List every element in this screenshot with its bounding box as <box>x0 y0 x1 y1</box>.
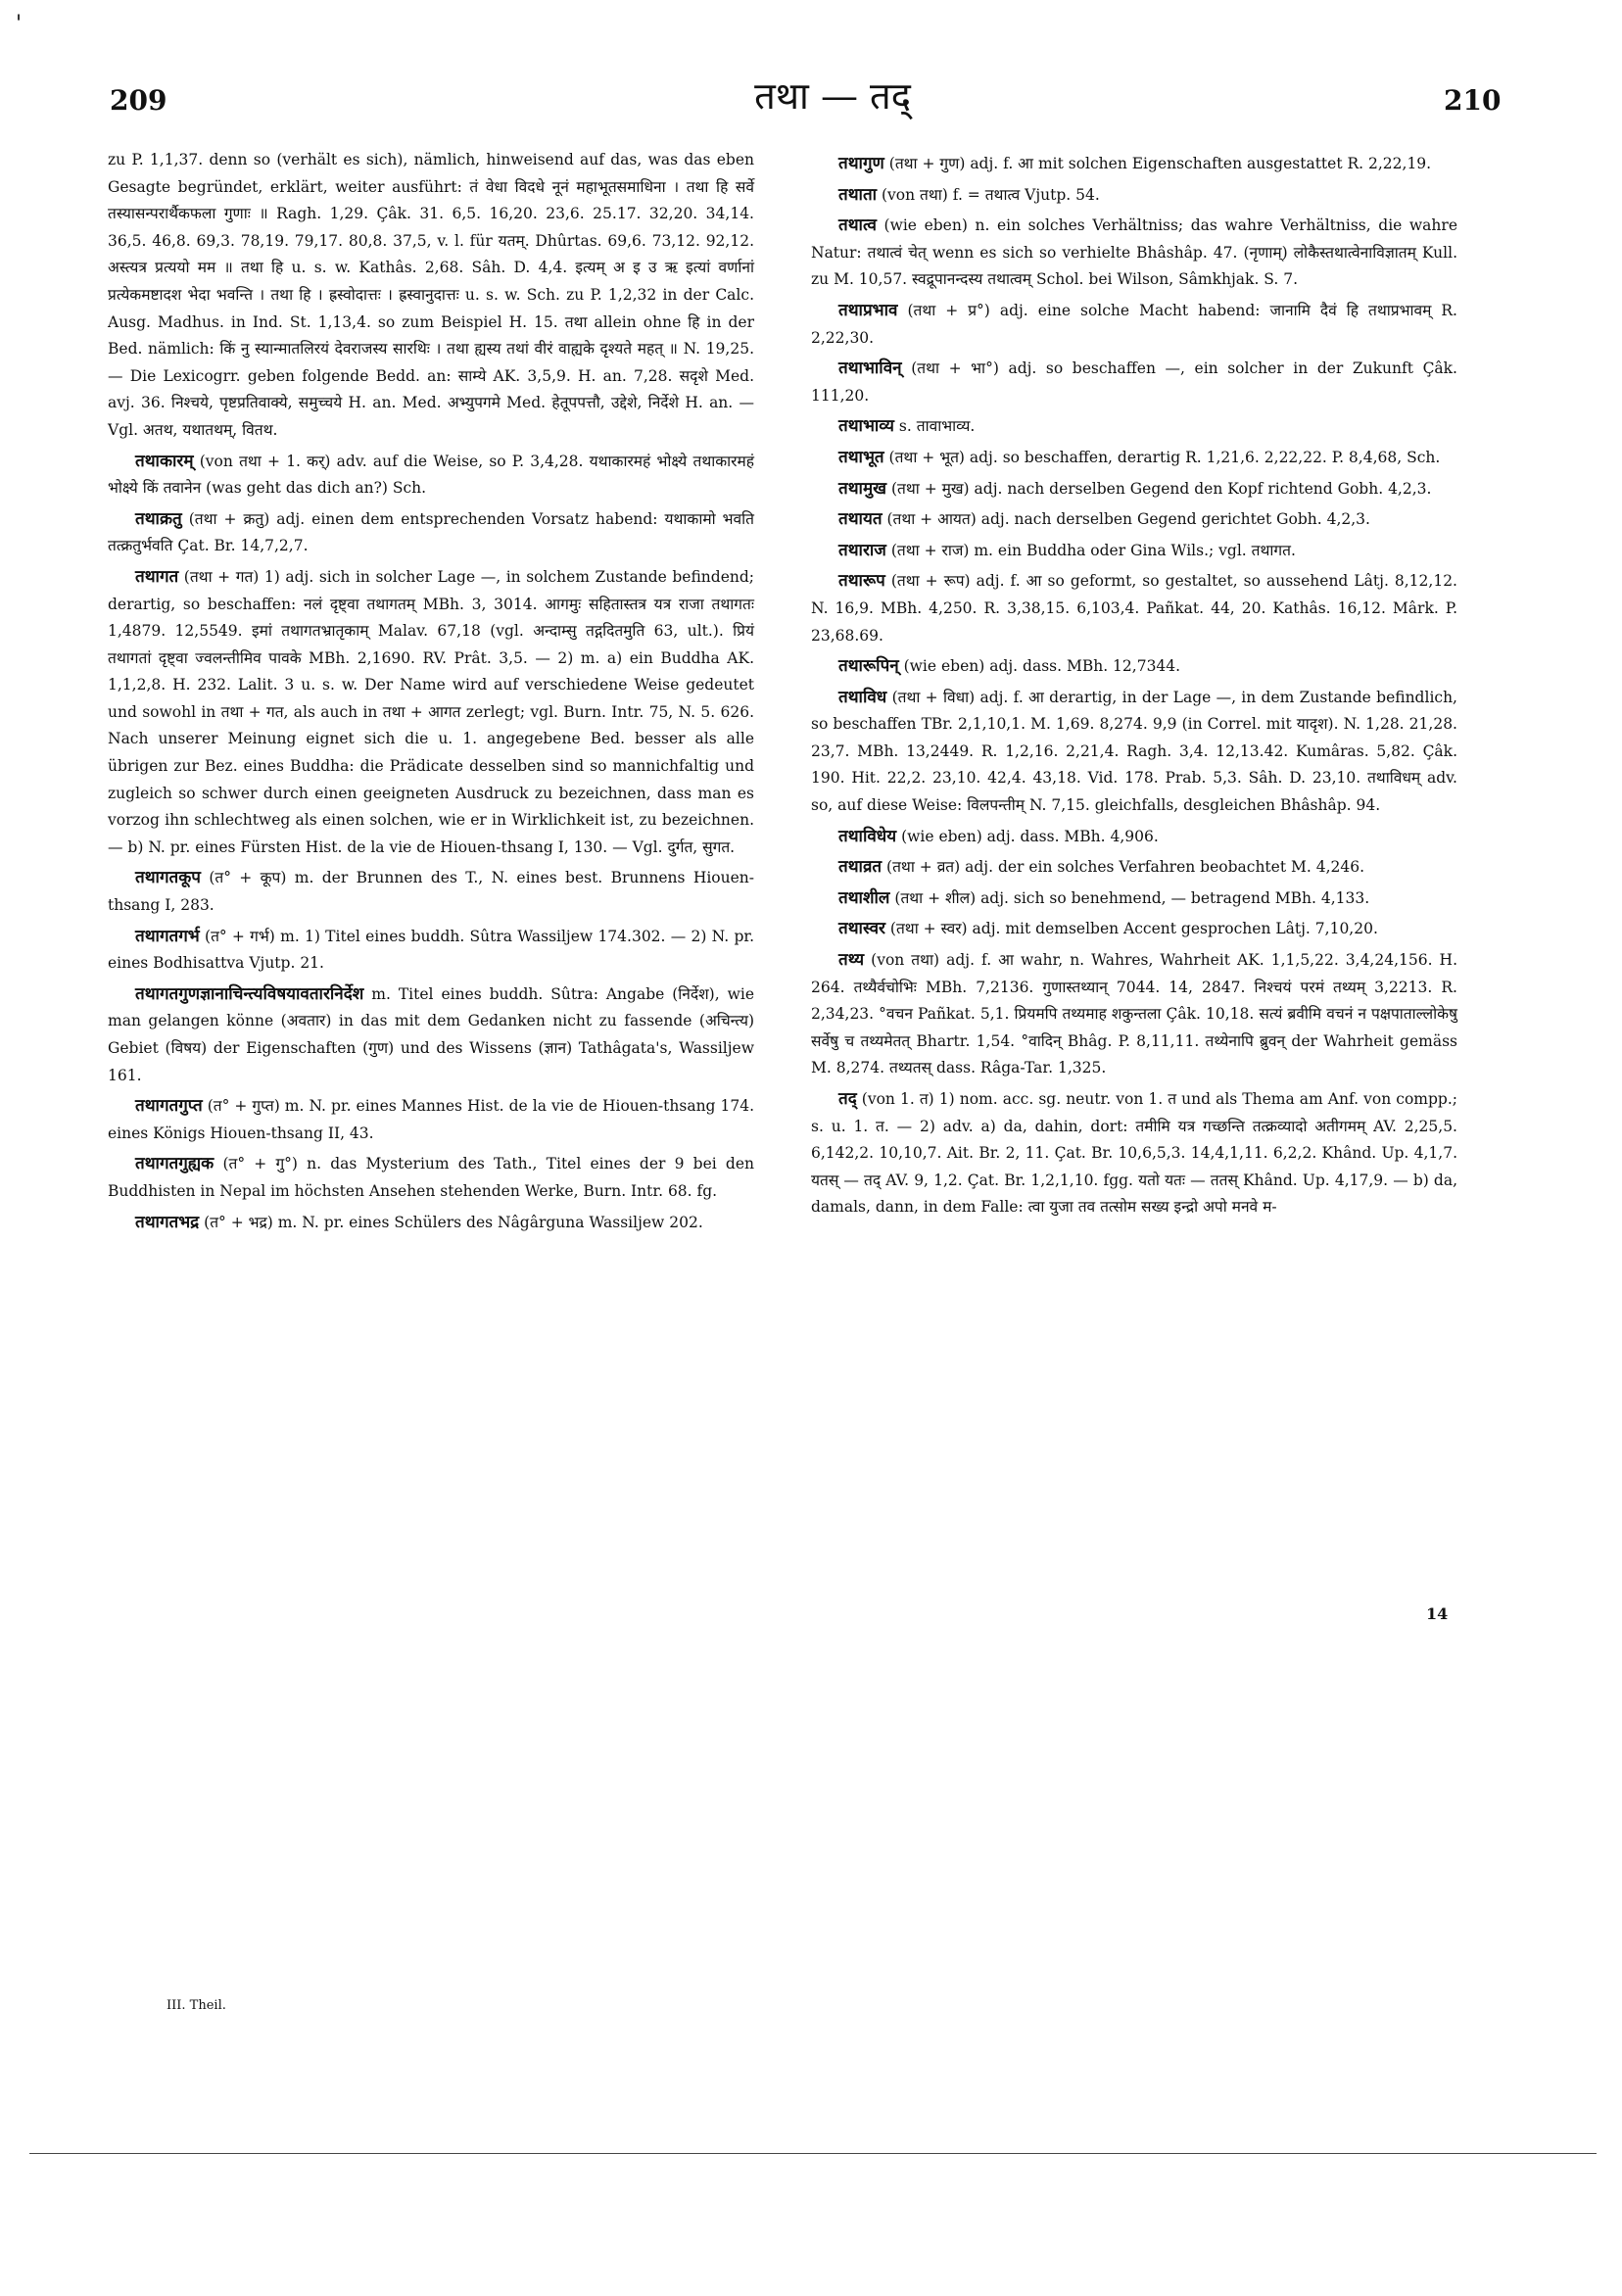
entry-headword: तथागुण <box>838 154 884 173</box>
entry-text: (तथा + शील) adj. sich so benehmend, — betragend MBh. 4,133. <box>894 888 1370 907</box>
entry-text: (तथा + रूप) adj. f. आ so geformt, so gestaltet, so aussehend Lâtj. 8,12,12. N. 16,9. MBh. 4,250. R. 3,38,15. 6,103,4. Pañkat. 44, 20. Kathâs. 16,12. Mârk. P. 23,68.69. <box>811 572 1457 645</box>
entry-headword: तथाभाविन् <box>838 359 902 379</box>
entry-text: (त° + भद्र) m. N. pr. eines Schülers des Nâgârguna Wassiljew 202. <box>204 1213 703 1231</box>
entry-text: (त° + गु°) n. das Mysterium des Tath., Titel eines der 9 bei den Buddhisten in Nepal im höchsten Ansehen stehenden Werke, Burn. Intr. 68. fg. <box>108 1155 754 1200</box>
dictionary-entry <box>811 506 1457 534</box>
dictionary-entry <box>108 1210 754 1237</box>
entry-text: (तथा + भा°) adj. so beschaffen —, ein solcher in der Zukunft Çâk. 111,20. <box>811 359 1457 405</box>
entry-headword: तथारूप <box>838 571 885 592</box>
entry-text: (तथा + क्रतु) adj. einen dem entsprechenden Vorsatz habend: यथाकामो भवति तत्क्रतुर्भवति Çat. Br. 14,7,2,7. <box>108 509 754 555</box>
entry-headword: तद् <box>838 1089 857 1109</box>
dictionary-entry <box>811 947 1457 1082</box>
dictionary-entry <box>108 1151 754 1205</box>
volume-footer: III. Theil. <box>167 1998 226 2013</box>
entry-headword: तथ्य <box>838 950 865 971</box>
entry-headword: तथाक्रतु <box>135 508 182 529</box>
entry-headword: तथात्व <box>838 215 877 236</box>
signature-mark: 14 <box>1426 1604 1449 1623</box>
entry-text: (तथा + स्वर) adj. mit demselben Accent gesprochen Lâtj. 7,10,20. <box>889 920 1378 938</box>
entry-text: (von तथा) adj. f. आ wahr, n. Wahres, Wahrheit AK. 1,1,5,22. 3,4,24,156. H. 264. तथ्यैर्वचोभिः MBh. 7,2136. गुणास्तथ्यान् 7044. 14, 2847. निश्चयं परमं तथ्यम् 3,2213. R. 2,34,23. °वचन Pañkat. 5,1. प्रियमपि तथ्यमाह शकुन्तला Çâk. 10,18. सत्यं ब्रवीमि वचनं न पक्षपाताल्लोकेषु सर्वेषु च तथ्यमेतत् Bhartr. 1,54. °वादिन् Bhâg. P. 8,11,11. तथ्येनापि ब्रुवन् der Wahrheit gemäss M. 8,274. तथ्यतस् dass. Râga-Tar. 1,325. <box>811 951 1457 1077</box>
entry-headword: तथामुख <box>838 478 887 499</box>
entry-text: m. Titel eines buddh. Sûtra: Angabe (निर्देश), wie man gelangen könne (अवतार) in das mit dem Gedanken nicht zu fassende (अचिन्त्य) Gebiet (विषय) der Eigenschaften (गुण) und des Wissens (ज्ञान) Tathâgata's, Wassiljew 161. <box>108 984 754 1084</box>
dictionary-entry <box>108 924 754 978</box>
entry-headword: तथागतगर्भ <box>135 926 200 946</box>
entry-headword: तथागतभद्र <box>135 1212 200 1232</box>
entry-text: (तथा + भूत) adj. so beschaffen, derartig R. 1,21,6. 2,22,22. P. 8,4,68, Sch. <box>888 448 1441 466</box>
entry-text: (त° + गर्भ) m. 1) Titel eines buddh. Sûtra Wassiljew 174.302. — 2) N. pr. eines Bodhisattva Vjutp. 21. <box>108 927 755 973</box>
dictionary-entry <box>811 824 1457 851</box>
dictionary-entry <box>108 981 754 1089</box>
dictionary-entry <box>811 298 1457 352</box>
entry-text: (तथा + गुण) adj. f. आ mit solchen Eigenschaften ausgestattet R. 2,22,19. <box>888 155 1432 172</box>
right-column <box>811 147 1457 1221</box>
dictionary-entry <box>108 449 754 502</box>
entry-text: (wie eben) n. ein solches Verhältniss; das wahre Verhältniss, die wahre Natur: तथात्वं चेत् wenn es sich so verhielte Bhâshâp. 47. (नृणाम्) लोकैस्तथात्वेनाविज्ञातम् Kull. zu M. 10,57. स्वद्रूपानन्दस्य तथात्वम् Schol. bei Wilson, Sâmkhjak. S. 7. <box>811 216 1457 289</box>
entry-text: zu P. 1,1,37. denn so (verhält es sich), nämlich, hinweisend auf das, was das eben Gesagte begründet, erklärt, weiter ausführt: तं वेधा विदधे नूनं महाभूतसमाधिना । तथा हि सर्वे तस्यासन्परार्थैकफला गुणाः ॥ Ragh. 1,29. Çâk. 31. 6,5. 16,20. 23,6. 25.17. 32,20. 34,14. 36,5. 46,8. 69,3. 78,19. 79,17. 80,8. 37,5, v. l. für यतम्. Dhûrtas. 69,6. 73,12. 92,12. अस्त्यत्र प्रत्ययो मम ॥ तथा हि u. s. w. Kathâs. 2,68. Sâh. D. 4,4. इत्यम् अ इ उ ऋ इत्यां वर्णानां प्रत्येकमष्टादश भेदा भवन्ति । तथा हि । ह्रस्वोदात्तः । ह्रस्वानुदात्तः u. s. w. Sch. zu P. 1,2,32 in der Calc. Ausg. Madhus. in Ind. St. 1,13,4. so zum Beispiel H. 15. तथा allein ohne हि in der Bed. nämlich: किं नु स्यान्मातलिरयं देवराजस्य सारथिः । तथा ह्यस्य तथां वीरं वाह्यके दृश्यते महत् ॥ N. 19,25. — Die Lexicogrr. geben folgende Bedd. an: साम्ये AK. 3,5,9. H. an. 7,28. सदृशे Med. avj. 36. निश्चये, पृष्टप्रतिवाक्ये, समुच्चये H. an. Med. अभ्युपगमे Med. हेतूपपत्तौ, उद्देशे, निर्देशे H. an. — Vgl. अतथ, यथातथम्, वितथ. <box>108 151 754 439</box>
dictionary-entry <box>811 445 1457 472</box>
entry-text: s. तावाभाव्य. <box>898 417 976 436</box>
entry-headword: तथाविध <box>838 687 887 707</box>
entry-text: (von तथा + 1. कर्) adv. auf die Weise, so P. 3,4,28. यथाकारमहं भोक्ष्ये तथाकारमहं भोक्ष्ये किं तवानेन (was geht das dich an?) Sch. <box>108 452 754 498</box>
dictionary-entry <box>811 568 1457 649</box>
dictionary-entry <box>108 564 754 862</box>
dictionary-entry <box>811 476 1457 503</box>
dictionary-entry <box>811 685 1457 820</box>
entry-text: (तथा + गत) 1) adj. sich in solcher Lage —, in solchem Zustande befindend; derartig, so beschaffen: नलं दृष्ट्वा तथागतम् MBh. 3, 3014. आगमुः सहितास्तत्र यत्र राजा तथागतः 1,4879. 12,5549. इमां तथागतभ्रातृकाम् Malav. 67,18 (vgl. अन्दाम्सु तद्गदितमुति 63, ult.). प्रियं तथागतां दृष्ट्वा ज्वलन्तीमिव पावके MBh. 2,1690. RV. Prât. 3,5. — 2) m. a) ein Buddha AK. 1,1,2,8. H. 232. Lalit. 3 u. s. w. Der Name wird auf verschiedene Weise gedeutet und sowohl in तथा + गत, als auch in तथा + आगत zerlegt; vgl. Burn. Intr. 75, N. 5. 626. Nach unserer Meinung eignet sich die u. 1. angegebene Bed. besser als alle übrigen zur Bez. eines Buddha: die Prädicate desselben sind so mannichfaltig und zugleich so schwer durch einen geeigneten Ausdruck zu bezeichnen, dass man es vorzog ihn schlechtweg als einen solchen, wie er in Wirklichkeit ist, zu bezeichnen. — b) N. pr. eines Fürsten Hist. de la vie de Hiouen-thsang I, 130. — Vgl. दुर्गत, सुगत. <box>108 567 754 856</box>
entry-headword: तथागतगुणज्ञानाचिन्त्यविषयावतारनिर्देश <box>135 983 364 1004</box>
entry-text: (wie eben) adj. dass. MBh. 12,7344. <box>903 657 1181 676</box>
entry-text: (त° + कूप) m. der Brunnen des T., N. eines best. Brunnens Hiouen-thsang I, 283. <box>108 869 754 915</box>
dictionary-entry <box>811 653 1457 681</box>
entry-headword: तथाविधेय <box>838 826 897 846</box>
entry-headword: तथाभाव्य <box>838 416 894 437</box>
entry-text: (तथा + मुख) adj. nach derselben Gegend den Kopf richtend Gobh. 4,2,3. <box>890 479 1432 498</box>
entry-text: (तथा + आयत) adj. nach derselben Gegend gerichtet Gobh. 4,2,3. <box>886 510 1370 529</box>
entry-headword: तथागतगुप्त <box>135 1096 203 1117</box>
dictionary-entry <box>811 213 1457 294</box>
entry-text: (von 1. त) 1) nom. acc. sg. neutr. von 1. त und als Thema am Anf. von compp.; s. u. 1. त. — 2) adv. a) da, dahin, dort: तमीमि यत्र गच्छन्ति तत्क्रव्यादो अतीगमम् AV. 2,25,5. 6,142,2. 10,10,7. Ait. Br. 2, 11. Çat. Br. 10,6,5,3. 14,4,1,11. 6,2,2. Khând. Up. 4,1,7. यतस् — तद् AV. 9, 1,2. Çat. Br. 1,2,1,10. fgg. यतो यतः — ततस् Khând. Up. 4,17,9. — b) da, damals, dann, in dem Falle: त्वा युजा तव तत्सोम सख्य इन्द्रो अपो मनवे म- <box>811 1090 1457 1217</box>
dictionary-entry <box>811 916 1457 943</box>
right-page-number: 210 <box>1444 84 1502 117</box>
dictionary-entry <box>811 356 1457 409</box>
entry-headword: तथागतकूप <box>135 868 201 888</box>
dictionary-entry <box>811 538 1457 565</box>
entry-headword: तथाशील <box>838 887 890 908</box>
running-header: तथा — तद् <box>754 74 911 118</box>
entry-text: (wie eben) adj. dass. MBh. 4,906. <box>901 827 1159 845</box>
dictionary-entry <box>811 885 1457 913</box>
entry-headword: तथास्वर <box>838 919 885 939</box>
entry-text: (तथा + विधा) adj. f. आ derartig, in der Lage —, in dem Zustande befindlich, so beschaffen TBr. 2,1,10,1. M. 1,69. 8,274. 9,9 (in Correl. mit यादृश). N. 1,28. 21,28. 23,7. MBh. 13,2449. R. 1,2,16. 2,21,4. Ragh. 3,4. 12,13.42. Kumâras. 5,82. Çâk. 190. Hit. 22,2. 23,10. 42,4. 43,18. Vid. 178. Prab. 5,3. Sâh. D. 23,10. तथाविधम् adv. so, auf diese Weise: विलपन्तीम् N. 7,15. gleichfalls, desgleichen Bhâshâp. 94. <box>811 688 1457 815</box>
entry-headword: तथायत <box>838 509 883 530</box>
dictionary-entry <box>108 506 754 560</box>
page-bottom-rule <box>29 2153 1597 2154</box>
entry-headword: तथाता <box>838 184 878 205</box>
entry-headword: तथाकारम् <box>135 451 194 471</box>
entry-text: (von तथा) f. = तथात्व Vjutp. 54. <box>882 185 1100 204</box>
dictionary-entry <box>811 151 1457 178</box>
dictionary-entry <box>811 854 1457 882</box>
left-column <box>108 147 754 1236</box>
entry-headword: तथागतगुह्यक <box>135 1154 215 1174</box>
entry-text: (तथा + प्र°) adj. eine solche Macht habend: जानामि दैवं हि तथाप्रभावम् R. 2,22,30. <box>811 301 1457 347</box>
entry-headword: तथाप्रभाव <box>838 300 898 320</box>
dictionary-entry <box>108 1093 754 1147</box>
dictionary-entry <box>811 413 1457 441</box>
left-page-number: 209 <box>110 84 167 117</box>
dictionary-entry <box>108 865 754 919</box>
dictionary-entry <box>811 182 1457 210</box>
entry-headword: तथारूपिन् <box>838 656 899 677</box>
entry-headword: तथाराज <box>838 540 886 560</box>
entry-headword: तथागत <box>135 566 179 587</box>
entry-text: (तथा + व्रत) adj. der ein solches Verfahren beobachtet M. 4,246. <box>886 858 1365 877</box>
entry-text: (तथा + राज) m. ein Buddha oder Gina Wils.; vgl. तथागत. <box>890 541 1296 559</box>
dictionary-entry <box>108 147 754 445</box>
entry-headword: तथाव्रत <box>838 857 883 878</box>
entry-text: (त° + गुप्त) m. N. pr. eines Mannes Hist. de la vie de Hiouen-thsang 174. eines Königs Hiouen-thsang II, 43. <box>108 1097 755 1142</box>
entry-headword: तथाभूत <box>838 447 884 467</box>
margin-mark: ' <box>16 12 23 36</box>
dictionary-entry <box>811 1086 1457 1221</box>
